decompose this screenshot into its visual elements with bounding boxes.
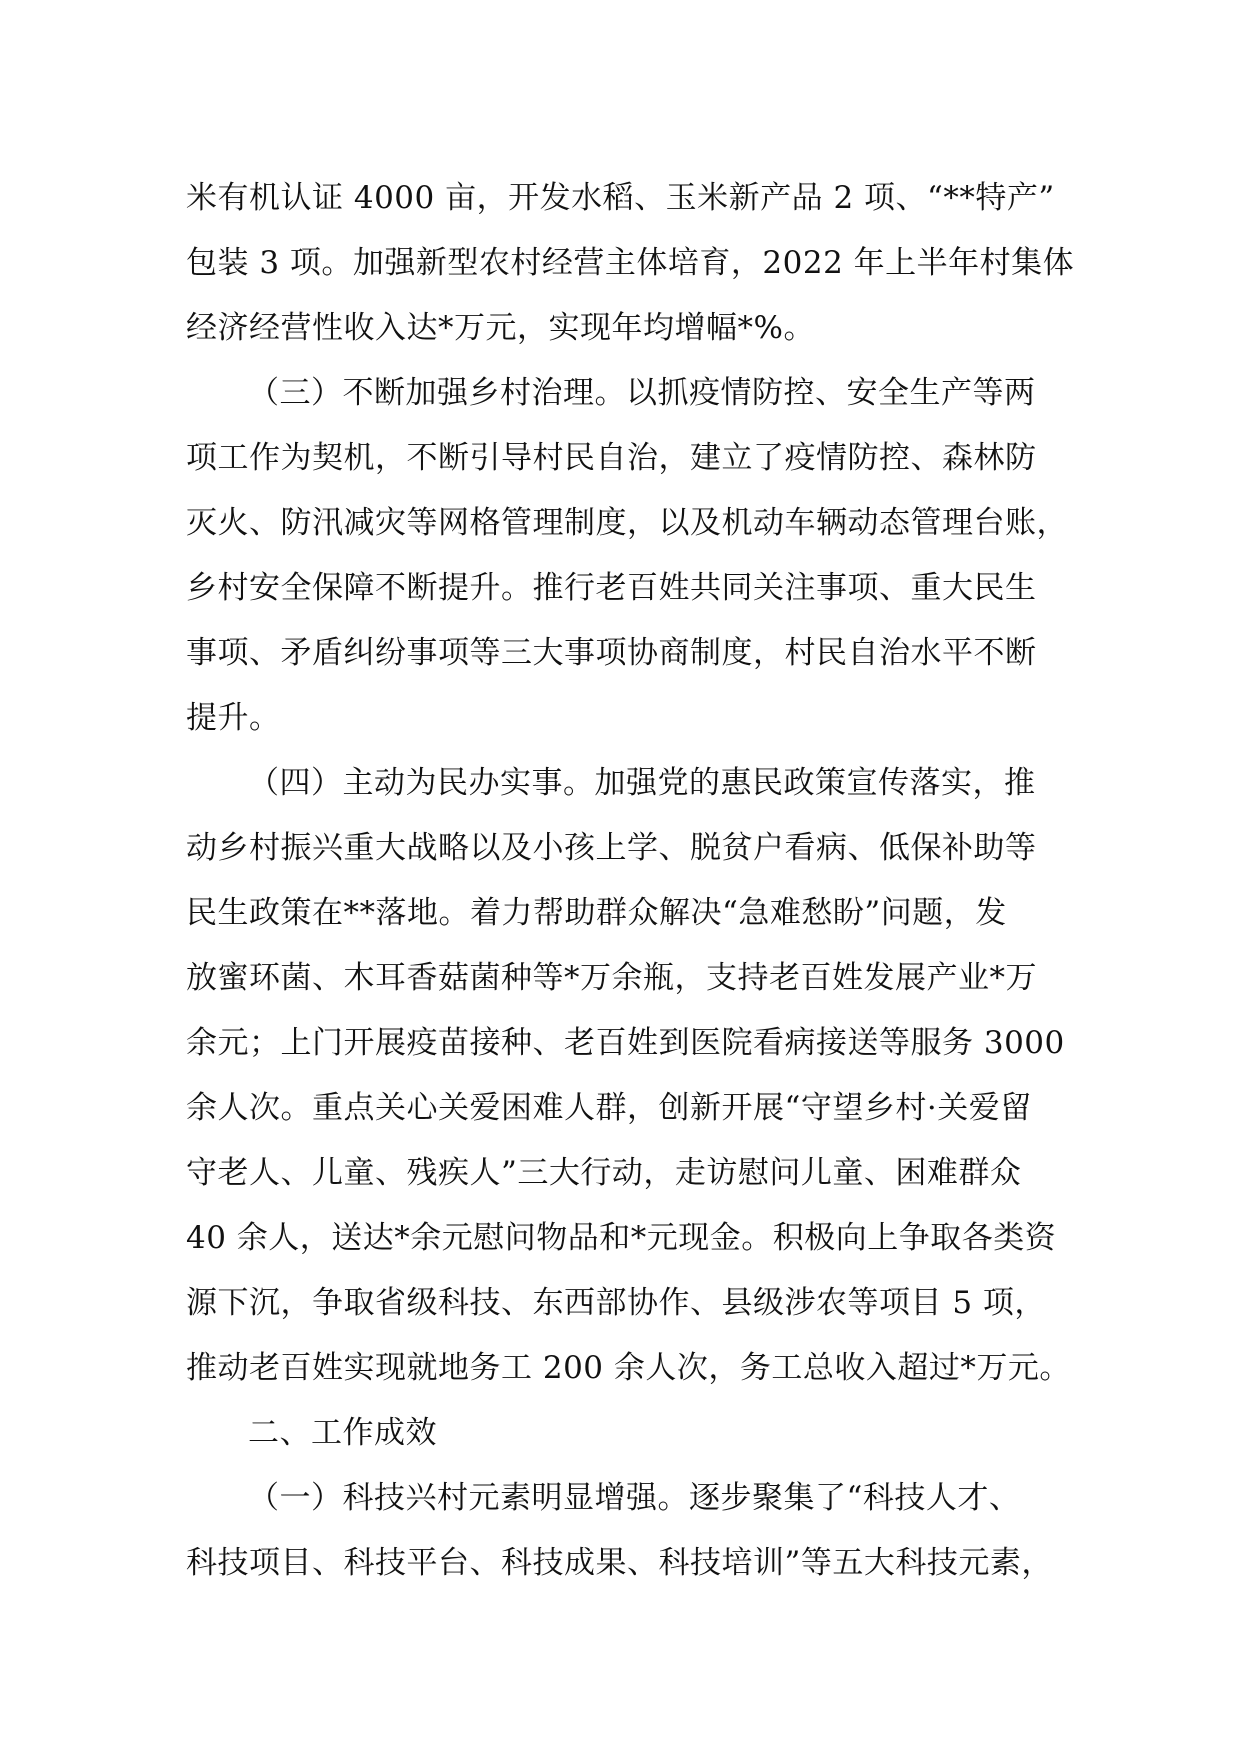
text-line: 源下沉，争取省级科技、东西部协作、县级涉农等项目 5 项， bbox=[186, 1285, 1046, 1321]
text-line: 事项、矛盾纠纷事项等三大事项协商制度，村民自治水平不断 bbox=[186, 635, 1037, 671]
text-line: 乡村安全保障不断提升。推行老百姓共同关注事项、重大民生 bbox=[186, 570, 1037, 606]
text-line: 灭火、防汛减灾等网格管理制度，以及机动车辆动态管理台账， bbox=[186, 505, 1068, 541]
chapter-heading-line: 二、工作成效 bbox=[248, 1415, 437, 1451]
text-line: 提升。 bbox=[186, 700, 281, 736]
text-line: 经济经营性收入达*万元，实现年均增幅*%。 bbox=[186, 310, 815, 346]
text-line: 民生政策在**落地。着力帮助群众解决“急难愁盼”问题，发 bbox=[186, 895, 1007, 931]
document-body bbox=[186, 166, 1086, 1596]
text-line: 放蜜环菌、木耳香菇菌种等*万余瓶，支持老百姓发展产业*万 bbox=[186, 960, 1037, 996]
text-line: 守老人、儿童、残疾人”三大行动，走访慰问儿童、困难群众 bbox=[186, 1155, 1022, 1191]
text-line: 余元；上门开展疫苗接种、老百姓到医院看病接送等服务 3000 bbox=[186, 1025, 1065, 1061]
text-line: 余人次。重点关心关爱困难人群，创新开展“守望乡村·关爱留 bbox=[186, 1090, 1032, 1126]
section-heading-line: （四）主动为民办实事。加强党的惠民政策宣传落实，推 bbox=[248, 765, 1036, 801]
text-line: 项工作为契机，不断引导村民自治，建立了疫情防控、森林防 bbox=[186, 440, 1037, 476]
text-line: 科技项目、科技平台、科技成果、科技培训”等五大科技元素， bbox=[186, 1545, 1053, 1581]
text-line: 动乡村振兴重大战略以及小孩上学、脱贫户看病、低保补助等 bbox=[186, 830, 1037, 866]
text-line: 推动老百姓实现就地务工 200 余人次，务工总收入超过*万元。 bbox=[186, 1350, 1071, 1386]
section-heading-line: （三）不断加强乡村治理。以抓疫情防控、安全生产等两 bbox=[248, 375, 1036, 411]
text-line: 米有机认证 4000 亩，开发水稻、玉米新产品 2 项、“**特产” bbox=[186, 180, 1055, 216]
text-line: 包装 3 项。加强新型农村经营主体培育，2022 年上半年村集体 bbox=[186, 245, 1075, 281]
text-line: 40 余人，送达*余元慰问物品和*元现金。积极向上争取各类资 bbox=[186, 1220, 1057, 1256]
section-heading-line: （一）科技兴村元素明显增强。逐步聚集了“科技人才、 bbox=[248, 1480, 1021, 1516]
